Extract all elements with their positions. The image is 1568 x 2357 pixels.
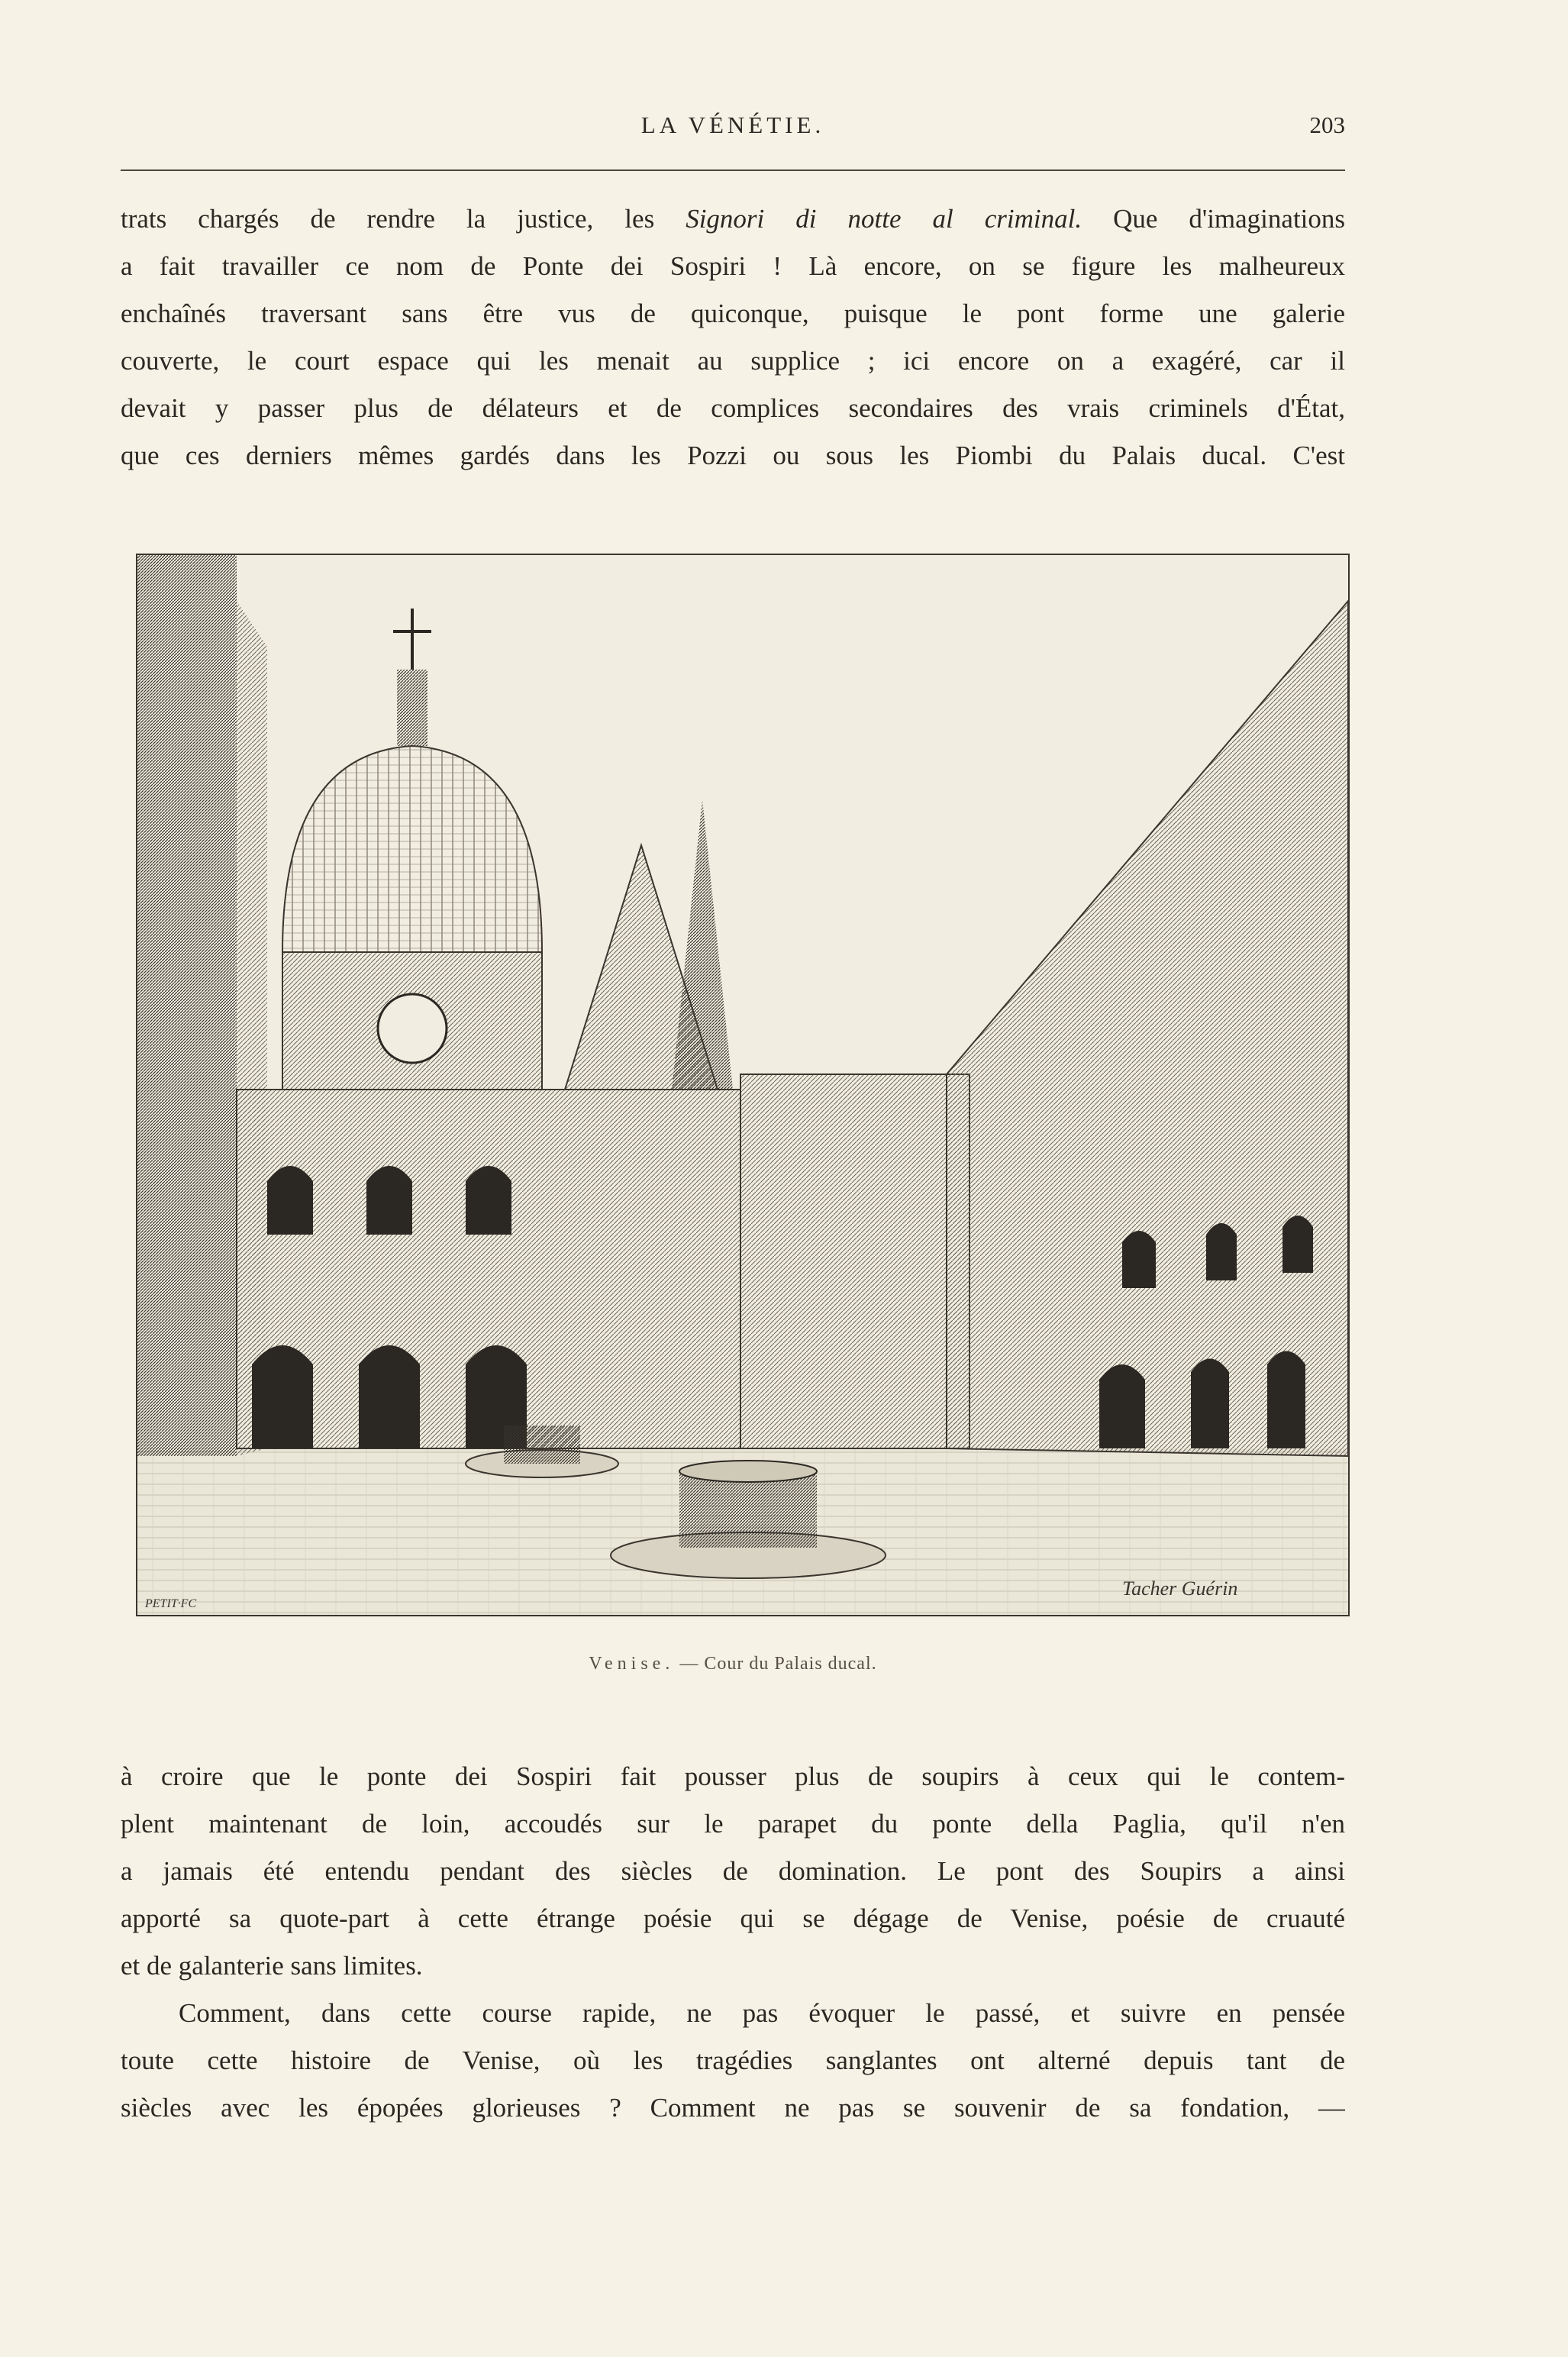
text-line: toute cette histoire de Venise, où les tragédies sanglantes ont alterné depuis tant de [121, 2045, 1345, 2075]
engraver-signature: PETIT·FC [145, 1597, 197, 1610]
running-header [121, 104, 1345, 150]
courtyard-engraving [137, 555, 1348, 1615]
text-span: Que d'imaginations [1082, 204, 1345, 234]
caption-dash: — [674, 1654, 705, 1674]
running-title: LA VÉNÉTIE. [640, 111, 825, 138]
text-line: et de galanterie sans limites. [121, 1951, 423, 1981]
text-line [121, 195, 1345, 243]
top-paragraph [121, 195, 1345, 479]
figure-caption [121, 1654, 1345, 1674]
bottom-paragraph [121, 1753, 1345, 2132]
text-line: Comment, dans cette course rapide, ne pas évoquer le passé, et suivre en pensée [179, 1998, 1345, 2028]
text-span: trats chargés de rendre la justice, les [121, 204, 686, 234]
text-line: siècles avec les épopées glorieuses ? Comment ne pas se souvenir de sa fondation, — [121, 2093, 1345, 2123]
text-line: enchaînés traversant sans être vus de quiconque, puisque le pont forme une galerie [121, 299, 1345, 328]
text-line: devait y passer plus de délateurs et de complices secondaires des vrais criminels d'État, [121, 393, 1345, 423]
caption-title: Cour du Palais ducal. [704, 1654, 877, 1674]
text-line: apporté sa quote-part à cette étrange poésie qui se dégage de Venise, poésie de cruauté [121, 1903, 1345, 1933]
artist-signature: Tacher Guérin [1122, 1577, 1238, 1600]
text-line: plent maintenant de loin, accoudés sur le parapet du ponte della Paglia, qu'il n'en [121, 1809, 1345, 1839]
engraving-illustration [136, 554, 1350, 1616]
text-line: couverte, le court espace qui les menait au supplice ; ici encore on a exagéré, car il [121, 346, 1345, 376]
italic-phrase: Signori di notte al criminal. [686, 204, 1082, 234]
header-rule [121, 170, 1345, 171]
text-line: a jamais été entendu pendant des siècles de domination. Le pont des Soupirs a ainsi [121, 1856, 1345, 1886]
page-number: 203 [1309, 111, 1345, 138]
text-line: que ces derniers mêmes gardés dans les Pozzi ou sous les Piombi du Palais ducal. C'est [121, 441, 1345, 470]
caption-place: Venise. [589, 1654, 675, 1674]
text-line: a fait travailler ce nom de Ponte dei Sospiri ! Là encore, on se figure les malheureux [121, 251, 1345, 281]
text-line: à croire que le ponte dei Sospiri fait pousser plus de soupirs à ceux qui le contem- [121, 1761, 1345, 1791]
